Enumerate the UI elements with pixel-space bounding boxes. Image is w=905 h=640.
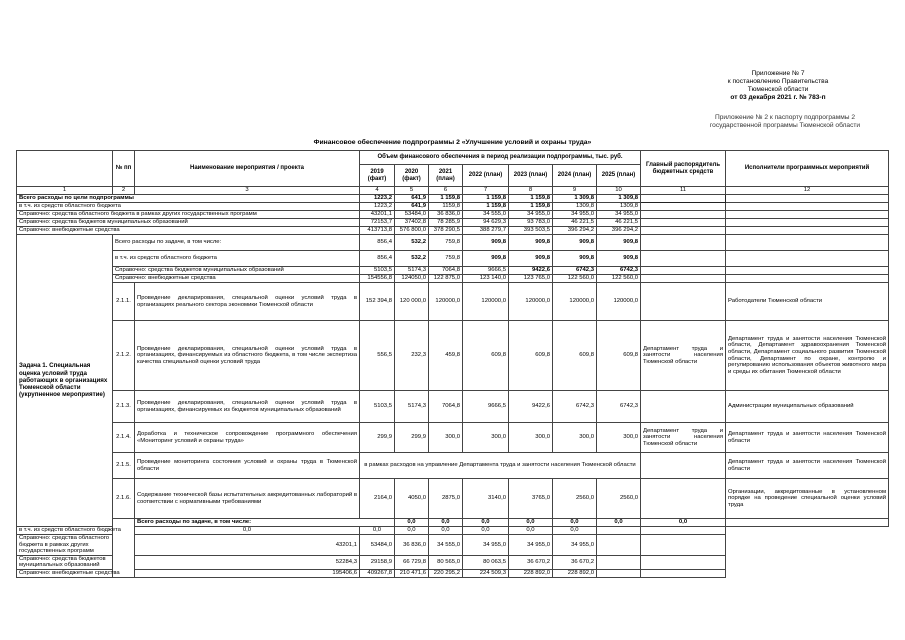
- col-number: 12: [726, 187, 889, 195]
- value-cell: 300,0: [509, 423, 553, 453]
- measure-exec: Департамент труда и занятости населения Тюменской области: [726, 423, 889, 453]
- task2-summary-row: [17, 535, 889, 556]
- value-cell: 53484,0: [360, 535, 395, 556]
- value-cell: 1223,2: [360, 195, 395, 203]
- value-cell: 122 560,0: [553, 275, 597, 283]
- empty-cell: [726, 235, 889, 251]
- measure-num: 2.1.6.: [113, 479, 135, 519]
- measure-exec: Департамент труда и занятости населения Тюменской области: [726, 453, 889, 479]
- value-cell: 123 140,0: [463, 275, 509, 283]
- empty-cell: [726, 227, 889, 235]
- col-number: 4: [360, 187, 395, 195]
- value-cell: 43201,1: [360, 211, 395, 219]
- value-cell: 220 295,2: [429, 569, 463, 577]
- value-cell: 1223,2: [360, 203, 395, 211]
- value-cell: 2875,0: [429, 479, 463, 519]
- empty-cell: [641, 527, 726, 535]
- row-label: Всего расходы по задаче, в том числе:: [113, 235, 360, 251]
- col-number: 1: [17, 187, 113, 195]
- header-volume: Объем финансового обеспечения в период реализации подпрограммы, тыс. руб.: [360, 151, 641, 165]
- value-cell: 0,0: [395, 519, 429, 527]
- measure-name: Содержание технической базы испытательных аккредитованных лабораторий в соответствии с нормативными требованиями: [135, 479, 360, 519]
- value-cell: 122 875,0: [429, 275, 463, 283]
- value-cell: 34 955,0: [553, 535, 597, 556]
- value-cell: 300,0: [463, 423, 509, 453]
- value-cell: 856,4: [360, 235, 395, 251]
- value-cell: 52284,3: [135, 555, 360, 569]
- value-cell: 1 159,8: [509, 203, 553, 211]
- header-2023: 2023 (план): [509, 165, 553, 187]
- value-cell: 409267,8: [360, 569, 395, 577]
- value-cell: 72153,7: [360, 219, 395, 227]
- appendix-line: к постановлению Правительства: [727, 78, 829, 85]
- value-cell: 2560,0: [597, 479, 641, 519]
- empty-cell: [597, 569, 641, 577]
- value-cell: 532,2: [395, 251, 429, 267]
- value-cell: 1 309,8: [553, 195, 597, 203]
- empty-cell: [726, 219, 889, 227]
- value-cell: 3765,0: [509, 479, 553, 519]
- value-cell: 909,8: [553, 235, 597, 251]
- col-number: 9: [553, 187, 597, 195]
- measure-num: 2.1.4.: [113, 423, 135, 453]
- value-cell: 43201,1: [135, 535, 360, 556]
- value-cell: 388 279,7: [463, 227, 509, 235]
- value-cell: 0,0: [553, 527, 597, 535]
- value-cell: 1 159,8: [463, 203, 509, 211]
- value-cell: 80 565,0: [429, 555, 463, 569]
- col-number: 3: [135, 187, 360, 195]
- empty-cell: [726, 275, 889, 283]
- measure-row: [17, 423, 889, 453]
- row-label: Справочно: внебюджетные средства: [17, 227, 360, 235]
- empty-cell: [641, 211, 726, 219]
- value-cell: 34 555,0: [463, 211, 509, 219]
- measure-row: [17, 321, 889, 391]
- task1-summary-row: [17, 267, 889, 275]
- empty-cell: [641, 283, 726, 321]
- appendix-line: Приложение № 7: [751, 70, 805, 77]
- value-cell: 1 159,8: [463, 195, 509, 203]
- value-cell: 78 285,9: [429, 219, 463, 227]
- task2-summary-row: [17, 555, 889, 569]
- measure-admin: Департамент труда и занятости населения Тюменской области: [641, 423, 726, 453]
- value-cell: 5103,5: [360, 267, 395, 275]
- empty-cell: [726, 519, 889, 527]
- empty-cell: [641, 195, 726, 203]
- measure-row: [17, 391, 889, 423]
- value-cell: 5174,3: [395, 267, 429, 275]
- value-cell: 909,8: [509, 235, 553, 251]
- empty-cell: [641, 569, 726, 577]
- col-number: 6: [429, 187, 463, 195]
- value-cell: 299,9: [360, 423, 395, 453]
- value-cell: 0,0: [429, 527, 463, 535]
- value-cell: 2164,0: [360, 479, 395, 519]
- task2-summary-row: [17, 569, 889, 577]
- value-cell: 120000,0: [463, 283, 509, 321]
- empty-cell: [641, 479, 726, 519]
- value-cell: 0,0: [429, 519, 463, 527]
- empty-cell: [726, 267, 889, 275]
- value-cell: 232,3: [395, 321, 429, 391]
- value-cell: 532,2: [395, 235, 429, 251]
- value-cell: 46 221,5: [597, 219, 641, 227]
- empty-cell: [641, 275, 726, 283]
- measure-name: Проведение декларирования, специальной оценки условий труда в организациях, финансируемых из бюджетов муниципальных образований: [135, 391, 360, 423]
- value-cell: 856,4: [360, 251, 395, 267]
- measure-name: Доработка и техническое сопровождение программного обеспечения «Мониторинг условий и охраны труда»: [135, 423, 360, 453]
- value-cell: 120000,0: [597, 283, 641, 321]
- value-cell: 556,5: [360, 321, 395, 391]
- value-cell: 228 892,0: [509, 569, 553, 577]
- value-cell: 34 555,0: [429, 535, 463, 556]
- value-cell: 378 290,5: [429, 227, 463, 235]
- header-empty: [17, 151, 113, 187]
- value-cell: 0,0: [395, 527, 429, 535]
- value-cell: 300,0: [553, 423, 597, 453]
- empty-cell: [641, 227, 726, 235]
- value-cell: 1 159,8: [429, 195, 463, 203]
- value-cell: 299,9: [395, 423, 429, 453]
- empty-cell: [726, 251, 889, 267]
- measure-exec: Организации, аккредитованные в установленном порядке на проведение специальной оценки условий труда: [726, 479, 889, 519]
- row-label: в т.ч. из средств областного бюджета: [113, 251, 360, 267]
- value-cell: 909,8: [463, 235, 509, 251]
- value-cell: 759,8: [429, 251, 463, 267]
- row-label: Всего расходы по задаче, в том числе:: [135, 519, 395, 527]
- total-row: [17, 227, 889, 235]
- row-label: в т.ч. из средств областного бюджета: [17, 527, 135, 535]
- value-cell: 120000,0: [429, 283, 463, 321]
- value-cell: 0,0: [509, 519, 553, 527]
- value-cell: 641,9: [395, 195, 429, 203]
- measure-name: Проведение декларирования, специальной оценки условий труда в организациях, финансируемых из областного бюджета, в том числе экспертиза качества специальной оценки условий труда: [135, 321, 360, 391]
- col-number: 2: [113, 187, 135, 195]
- empty-cell: [641, 555, 726, 569]
- value-cell: 34 955,0: [509, 211, 553, 219]
- value-cell: 300,0: [429, 423, 463, 453]
- value-cell: 5174,3: [395, 391, 429, 423]
- measure-row: [17, 283, 889, 321]
- row-label: Справочно: средства бюджетов муниципальных образований: [17, 219, 360, 227]
- value-cell: 9666,5: [463, 267, 509, 275]
- measure-row: [17, 453, 889, 479]
- measure-num: 2.1.3.: [113, 391, 135, 423]
- empty-cell: [641, 535, 726, 556]
- empty-cell: [641, 391, 726, 423]
- appendix-line: от 03 декабря 2021 г. № 783-п: [730, 94, 826, 101]
- value-cell: 0,0: [553, 519, 597, 527]
- value-cell: 94 629,3: [463, 219, 509, 227]
- value-cell: 9422,6: [509, 391, 553, 423]
- col-number: 8: [509, 187, 553, 195]
- value-cell: 34 955,0: [463, 535, 509, 556]
- value-cell: 34 955,0: [553, 211, 597, 219]
- value-cell: 93 783,0: [509, 219, 553, 227]
- value-cell: 154556,8: [360, 275, 395, 283]
- task1-summary-row: [17, 235, 889, 251]
- value-cell: 124050,0: [395, 275, 429, 283]
- row-label: Справочно: средства бюджетов муниципальных образований: [113, 267, 360, 275]
- header-2024: 2024 (план): [553, 165, 597, 187]
- empty-cell: [641, 453, 726, 479]
- empty-cell: [726, 211, 889, 219]
- value-cell: 5103,5: [360, 391, 395, 423]
- value-cell: 459,8: [429, 321, 463, 391]
- empty-cell: [726, 195, 889, 203]
- empty-cell: [641, 235, 726, 251]
- value-cell: 123 765,0: [509, 275, 553, 283]
- value-cell: 1 159,8: [509, 195, 553, 203]
- measure-exec: Департамент труда и занятости населения Тюменской области, Департамент здравоохранения Тюменской области, Департамент социального развития Тюменской области, Департамент по охране, контролю и регулированию использования объектов животного мира и среды их обитания Тюменской области: [726, 321, 889, 391]
- value-cell: 1159,8: [429, 203, 463, 211]
- header-2020: 2020 (факт): [395, 165, 429, 187]
- header-num: № пп: [113, 151, 135, 187]
- col-number: 11: [641, 187, 726, 195]
- measure-exec: Работодатели Тюменской области: [726, 283, 889, 321]
- row-label: Справочно: внебюджетные средства: [17, 569, 135, 577]
- value-cell: 1309,8: [553, 203, 597, 211]
- value-cell: 909,8: [463, 251, 509, 267]
- value-cell: 393 503,5: [509, 227, 553, 235]
- value-cell: 909,8: [553, 251, 597, 267]
- value-cell: 152 394,8: [360, 283, 395, 321]
- header-2022: 2022 (план): [463, 165, 509, 187]
- value-cell: 6742,3: [553, 391, 597, 423]
- row-label: Справочно: средства областного бюджета в рамках других государственных программ: [17, 535, 135, 556]
- task2-summary-row: [17, 519, 889, 527]
- value-cell: 609,8: [463, 321, 509, 391]
- value-cell: 210 471,6: [395, 569, 429, 577]
- value-cell: 53484,0: [395, 211, 429, 219]
- finance-table: [16, 150, 889, 578]
- total-row: [17, 203, 889, 211]
- value-cell: 9422,6: [509, 267, 553, 275]
- header-exec: Исполнители программных мероприятий: [726, 151, 889, 187]
- value-cell: 37402,8: [395, 219, 429, 227]
- measure-row: [17, 479, 889, 519]
- value-cell: 6742,3: [553, 267, 597, 275]
- value-cell: 9666,5: [463, 391, 509, 423]
- value-cell: 0,0: [463, 519, 509, 527]
- value-cell: 6742,3: [597, 267, 641, 275]
- empty-cell: [597, 535, 641, 556]
- empty-cell: [597, 527, 641, 535]
- task2-summary-row: [17, 527, 889, 535]
- appendix-line: Тюменской области: [747, 86, 809, 93]
- value-cell: 6742,3: [597, 391, 641, 423]
- value-cell: 7064,8: [429, 267, 463, 275]
- value-cell: 120000,0: [509, 283, 553, 321]
- value-cell: 36 670,2: [553, 555, 597, 569]
- value-cell: 4050,0: [395, 479, 429, 519]
- task1-summary-row: [17, 251, 889, 267]
- value-cell: 224 509,3: [463, 569, 509, 577]
- task1-summary-row: [17, 275, 889, 283]
- value-cell: 7064,8: [429, 391, 463, 423]
- header-2025: 2025 (план): [597, 165, 641, 187]
- value-cell: 195406,6: [135, 569, 360, 577]
- value-cell: 0,0: [135, 527, 360, 535]
- value-cell: 396 294,2: [553, 227, 597, 235]
- appendix-line: государственной программы Тюменской области: [709, 122, 861, 129]
- appendix-2-block: [685, 114, 885, 130]
- measure-num: 2.1.5.: [113, 453, 135, 479]
- appendix-line: Приложение № 2 к паспорту подпрограммы 2: [714, 114, 856, 121]
- header-2021: 2021 (план): [429, 165, 463, 187]
- value-cell: 80 063,5: [463, 555, 509, 569]
- value-cell: 36 670,2: [509, 555, 553, 569]
- value-cell: 609,8: [509, 321, 553, 391]
- value-cell: 228 892,0: [553, 569, 597, 577]
- total-row: [17, 219, 889, 227]
- value-cell: 396 294,2: [597, 227, 641, 235]
- value-cell: 300,0: [597, 423, 641, 453]
- value-cell: 609,8: [553, 321, 597, 391]
- empty-cell: [641, 203, 726, 211]
- value-cell: 609,8: [597, 321, 641, 391]
- value-cell: 0,0: [360, 527, 395, 535]
- value-cell: 66 729,8: [395, 555, 429, 569]
- measure-num: 2.1.1.: [113, 283, 135, 321]
- row-label: в т.ч. из средств областного бюджета: [17, 203, 360, 211]
- col-number: 10: [597, 187, 641, 195]
- measure-name: Проведение мониторинга состояния условий и охраны труда в Тюменской области: [135, 453, 360, 479]
- value-cell: 36 836,0: [429, 211, 463, 219]
- value-cell: 46 221,5: [553, 219, 597, 227]
- measure-span-note: в рамках расходов на управление Департамента труда и занятости населения Тюменской области: [360, 453, 641, 479]
- value-cell: 3140,0: [463, 479, 509, 519]
- value-cell: 0,0: [597, 519, 641, 527]
- value-cell: 120000,0: [553, 283, 597, 321]
- measure-name: Проведение декларирования, специальной оценки условий труда в организациях реального сектора экономики Тюменской области: [135, 283, 360, 321]
- document-title: Финансовое обеспечение подпрограммы 2 «Улучшение условий и охраны труда»: [313, 139, 592, 146]
- empty-cell: [597, 555, 641, 569]
- appendix-7-block: [703, 70, 853, 102]
- column-numbers-row: [17, 187, 889, 195]
- total-row: [17, 195, 889, 203]
- empty-cell: [726, 203, 889, 211]
- row-label: Справочно: внебюджетные средства: [113, 275, 360, 283]
- empty-cell: [641, 267, 726, 275]
- col-number: 5: [395, 187, 429, 195]
- task1-label: Задача 1. Специальная оценка условий труда работающих в организациях Тюменской области (укрупненное мероприятие): [17, 235, 113, 527]
- measure-admin: Департамент труда и занятости населения Тюменской области: [641, 321, 726, 391]
- value-cell: 413713,8: [360, 227, 395, 235]
- value-cell: 34 955,0: [509, 535, 553, 556]
- value-cell: 36 836,0: [395, 535, 429, 556]
- col-number: 7: [463, 187, 509, 195]
- row-label: Справочно: средства бюджетов муниципальных образований: [17, 555, 135, 569]
- value-cell: 29158,9: [360, 555, 395, 569]
- value-cell: 909,8: [509, 251, 553, 267]
- value-cell: 1309,8: [597, 203, 641, 211]
- value-cell: 641,9: [395, 203, 429, 211]
- header-admin: Главный распорядитель бюджетных средств: [641, 151, 726, 187]
- empty-cell: [641, 251, 726, 267]
- value-cell: 0,0: [463, 527, 509, 535]
- measure-exec: Администрации муниципальных образований: [726, 391, 889, 423]
- value-cell: 120 000,0: [395, 283, 429, 321]
- value-cell: 0,0: [509, 527, 553, 535]
- value-cell: 2560,0: [553, 479, 597, 519]
- value-cell: 0,0: [641, 519, 726, 527]
- measure-num: 2.1.2.: [113, 321, 135, 391]
- value-cell: 1 309,8: [597, 195, 641, 203]
- value-cell: 909,8: [597, 235, 641, 251]
- value-cell: 759,8: [429, 235, 463, 251]
- header-name: Наименование мероприятия / проекта: [135, 151, 360, 187]
- value-cell: 122 560,0: [597, 275, 641, 283]
- row-label: Справочно: средства областного бюджета в рамках других государственных программ: [17, 211, 360, 219]
- header-2019: 2019 (факт): [360, 165, 395, 187]
- value-cell: 576 800,0: [395, 227, 429, 235]
- value-cell: 34 955,0: [597, 211, 641, 219]
- empty-cell: [641, 219, 726, 227]
- row-label: Всего расходы по цели подпрограммы: [17, 195, 360, 203]
- total-row: [17, 211, 889, 219]
- value-cell: 909,8: [597, 251, 641, 267]
